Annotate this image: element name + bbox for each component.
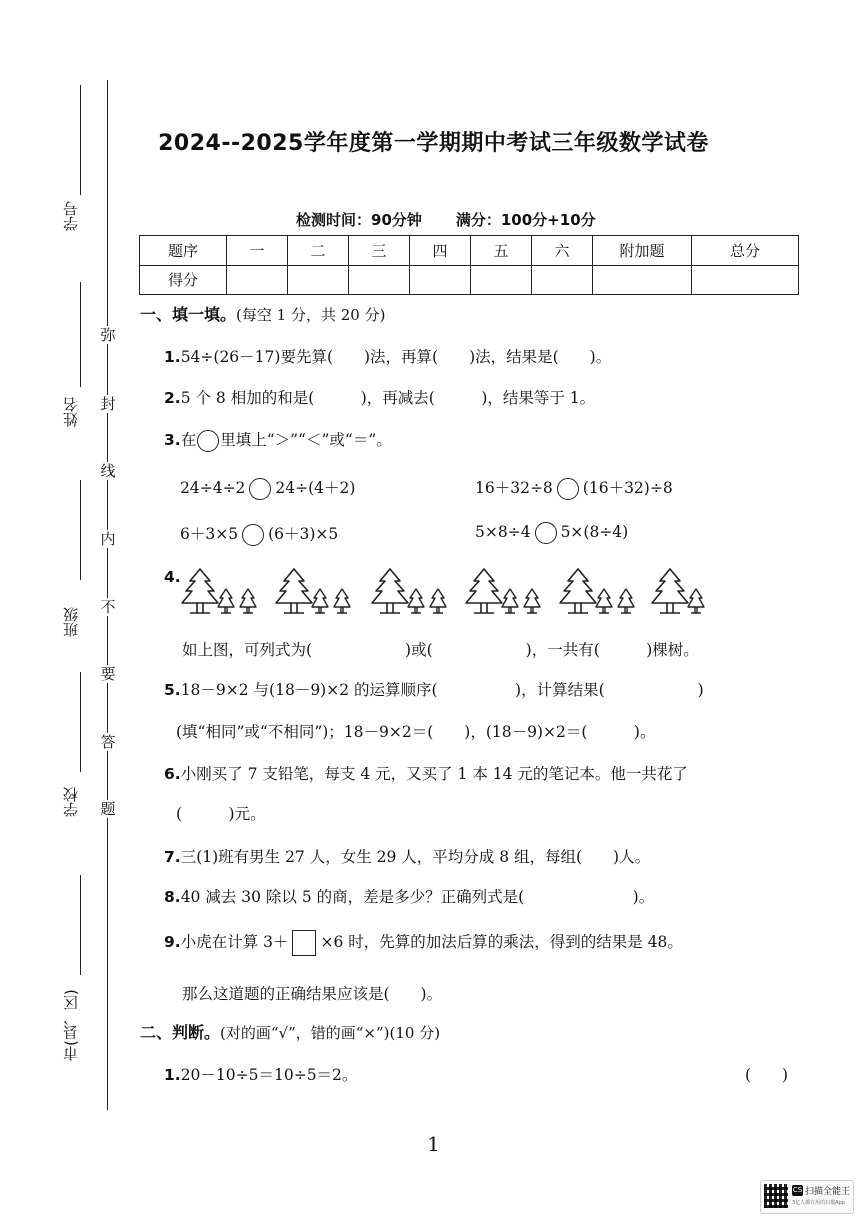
question-1-3 xyxy=(164,428,392,452)
compare-left: 5×8÷4 xyxy=(475,523,531,541)
trees-illustration xyxy=(180,565,720,617)
exam-time: 检测时间：90分钟 xyxy=(296,211,422,229)
question-text: 那么这道题的正确结果应该是( )。 xyxy=(182,985,443,1003)
question-text: ×6 时，先算的加法后算的乘法，得到的结果是 48。 xyxy=(320,933,683,951)
page-number: 1 xyxy=(427,1132,440,1156)
compare-circle-input[interactable] xyxy=(535,522,557,544)
seal-char: 不 xyxy=(100,598,116,616)
compare-left: 6＋3×5 xyxy=(180,525,239,543)
compare-right: (6＋3)×5 xyxy=(268,525,339,543)
tree-group-icon xyxy=(372,569,446,613)
question-text: 如上图，可列式为( )或( )，一共有( )棵树。 xyxy=(182,641,699,659)
seal-line xyxy=(107,80,108,1110)
seal-char: 要 xyxy=(100,665,116,683)
section2-title: 二、判断。 xyxy=(140,1023,221,1042)
scanner-app-name: 扫描全能王 xyxy=(805,1187,851,1197)
score-header-cell: 四 xyxy=(410,236,471,266)
compare-right: 24÷(4＋2) xyxy=(275,479,356,497)
margin-label-school: 学校 xyxy=(62,787,80,818)
compare-circle-input[interactable] xyxy=(249,478,271,500)
unknown-box[interactable] xyxy=(292,930,316,956)
compare-circle-input[interactable] xyxy=(242,524,264,546)
margin-line-outer xyxy=(80,875,81,975)
score-cell[interactable] xyxy=(227,265,288,295)
qr-code-icon xyxy=(764,1184,788,1208)
question-1-4 xyxy=(182,638,699,660)
compare-left: 24÷4÷2 xyxy=(180,479,246,497)
exam-full-score: 满分：100分+10分 xyxy=(455,211,596,229)
score-header-cell: 题序 xyxy=(140,236,227,266)
question-text: 小刚买了 7 支铅笔，每支 4 元，又买了 1 本 14 元的笔记本。他一共花了 xyxy=(180,765,688,783)
question-text: (填“相同”或“不相同”)；18－9×2＝( )，(18－9)×2＝( )。 xyxy=(176,723,656,741)
question-number: 7. xyxy=(164,848,181,866)
tree-group-icon xyxy=(276,569,350,613)
tree-group-icon xyxy=(652,569,704,613)
score-cell[interactable] xyxy=(410,265,471,295)
seal-char: 题 xyxy=(100,800,116,818)
score-cell[interactable] xyxy=(692,265,799,295)
score-row-label: 得分 xyxy=(140,265,227,295)
question-text: 5 个 8 相加的和是( )，再减去( )，结果等于 1。 xyxy=(180,389,596,407)
question-number: 1. xyxy=(164,1066,181,1084)
seal-char: 封 xyxy=(100,395,116,413)
question-text: ( )元。 xyxy=(176,805,266,823)
compare-item xyxy=(180,522,338,546)
question-1-5 xyxy=(164,678,704,700)
score-header-cell: 五 xyxy=(471,236,532,266)
section1-heading xyxy=(140,302,385,325)
score-cell[interactable] xyxy=(593,265,692,295)
margin-label-name: 姓名 xyxy=(62,397,80,428)
question-1-8 xyxy=(164,885,654,907)
tree-group-icon xyxy=(182,569,256,613)
question-1-9-line2 xyxy=(182,982,442,1004)
margin-label-city: 市(县、区) xyxy=(62,989,80,1061)
question-1-7 xyxy=(164,845,650,867)
score-table xyxy=(139,235,799,295)
seal-char: 弥 xyxy=(100,326,116,344)
compare-item xyxy=(475,476,673,500)
margin-line-outer xyxy=(80,282,81,387)
compare-item xyxy=(475,522,628,544)
question-text: 三(1)班有男生 27 人，女生 29 人，平均分成 8 组，每组( )人。 xyxy=(180,848,651,866)
question-1-1 xyxy=(164,345,611,367)
camscanner-logo-icon: CS xyxy=(792,1186,803,1194)
margin-line-outer xyxy=(80,480,81,580)
scanner-badge xyxy=(760,1180,854,1214)
margin-line-outer xyxy=(80,672,81,772)
question-1-2 xyxy=(164,386,595,408)
margin-label-student-id: 学号 xyxy=(62,201,80,231)
compare-circle-icon xyxy=(197,430,219,452)
question-1-6 xyxy=(164,762,688,784)
question-text: 小虎在计算 3＋ xyxy=(180,933,289,951)
section2-heading xyxy=(140,1020,440,1043)
score-header-cell: 六 xyxy=(532,236,593,266)
score-cell[interactable] xyxy=(471,265,532,295)
margin-label-class: 班级 xyxy=(62,607,80,638)
score-cell[interactable] xyxy=(532,265,593,295)
question-number: 1. xyxy=(164,348,181,366)
compare-left: 16＋32÷8 xyxy=(475,479,553,497)
question-text: 在 xyxy=(180,431,197,449)
tree-group-icon xyxy=(466,569,540,613)
compare-right: 5×(8÷4) xyxy=(560,523,629,541)
question-1-4-number xyxy=(164,568,181,586)
question-number: 9. xyxy=(164,933,181,951)
question-text: 40 减去 30 除以 5 的商，差是多少？正确列式是( )。 xyxy=(180,888,655,906)
seal-char: 内 xyxy=(100,530,116,548)
seal-char: 线 xyxy=(100,462,116,480)
compare-circle-input[interactable] xyxy=(557,478,579,500)
section1-title: 一、填一填。 xyxy=(140,305,237,324)
seal-char: 答 xyxy=(100,733,116,751)
section1-note: (每空 1 分，共 20 分) xyxy=(236,306,386,324)
exam-title: 2024--2025学年度第一学期期中考试三年级数学试卷 xyxy=(158,131,709,156)
score-header-cell: 二 xyxy=(288,236,349,266)
question-1-9 xyxy=(164,930,683,956)
scanner-app-tagline: 3亿人都在用的扫描App xyxy=(792,1200,845,1206)
question-2-1 xyxy=(164,1063,357,1085)
question-number: 2. xyxy=(164,389,181,407)
score-cell[interactable] xyxy=(349,265,410,295)
question-number: 6. xyxy=(164,765,181,783)
question-number: 5. xyxy=(164,681,181,699)
section2-note: (对的画“√”，错的画“×”)(10 分) xyxy=(220,1024,441,1042)
compare-item xyxy=(180,476,355,500)
score-table-score-row xyxy=(140,265,799,295)
judge-blank[interactable]: ( ) xyxy=(745,1066,789,1084)
score-cell[interactable] xyxy=(288,265,349,295)
question-number: 8. xyxy=(164,888,181,906)
score-header-cell: 一 xyxy=(227,236,288,266)
exam-info xyxy=(296,209,596,230)
question-text: 里填上“＞”“＜”或“＝”。 xyxy=(220,431,392,449)
score-header-cell: 附加题 xyxy=(593,236,692,266)
question-number: 4. xyxy=(164,568,181,586)
score-header-cell: 总分 xyxy=(692,236,799,266)
tree-group-icon xyxy=(560,569,634,613)
compare-right: (16＋32)÷8 xyxy=(582,479,673,497)
score-header-cell: 三 xyxy=(349,236,410,266)
question-text: 54÷(26－17)要先算( )法，再算( )法，结果是( )。 xyxy=(180,348,612,366)
question-1-6-line2 xyxy=(176,802,266,824)
question-number: 3. xyxy=(164,431,181,449)
question-text: 20－10÷5＝10÷5＝2。 xyxy=(180,1066,358,1084)
question-1-5-line2 xyxy=(176,720,655,742)
score-table-header-row xyxy=(140,236,799,266)
question-text: 18－9×2 与(18－9)×2 的运算顺序( )，计算结果( ) xyxy=(180,681,704,699)
